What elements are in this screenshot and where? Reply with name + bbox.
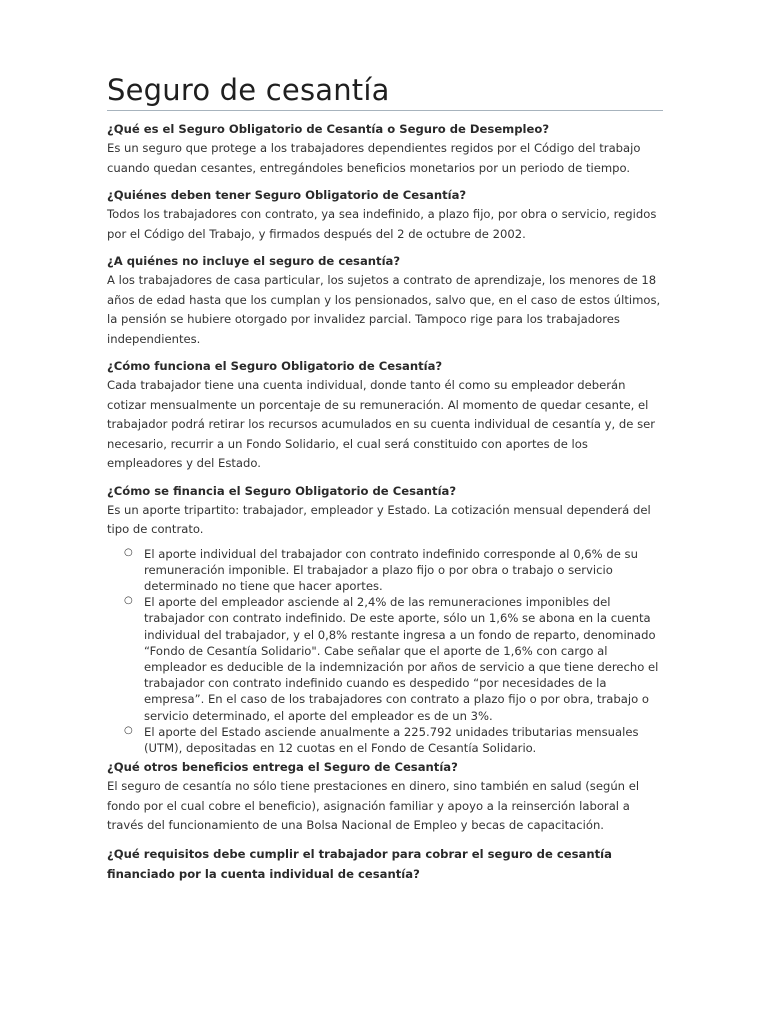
- list-item: [124, 724, 663, 756]
- circle-bullet-icon: ○: [124, 546, 133, 558]
- section-answer: Cada trabajador tiene una cuenta individual, donde tanto él como su empleador deberán cotizar mensualmente un porcentaje de su remuneración. Al momento de quedar cesante, el trabajador podrá retirar los recursos acumulados en su cuenta individual de cesantía y, de ser necesario, recurrir a un Fondo Solidario, el cual será constituido con aportes de los empleadores y del Estado.: [107, 378, 656, 470]
- list-item-text: El aporte individual del trabajador con contrato indefinido corresponde al 0,6% de su remuneración imponible. El trabajador a plazo fijo o por obra o trabajo o servicio determinado no tiene que hacer aportes.: [144, 546, 638, 593]
- list-item: [124, 594, 663, 724]
- section-question: ¿Quiénes deben tener Seguro Obligatorio de Cesantía?: [107, 188, 467, 202]
- section-como-funciona: [107, 357, 663, 474]
- list-item-text: El aporte del Estado asciende anualmente a 225.792 unidades tributarias mensuales (UTM), depositadas en 12 cuotas en el Fondo de Cesantía Solidario.: [144, 724, 639, 755]
- section-otros-beneficios: [107, 758, 663, 836]
- section-answer: Es un seguro que protege a los trabajadores dependientes regidos por el Código del trabajo cuando quedan cesantes, entregándoles beneficios monetarios por un periodo de tiempo.: [107, 141, 641, 175]
- section-quienes: [107, 186, 663, 244]
- section-requisitos: [107, 844, 663, 884]
- section-question: ¿Qué es el Seguro Obligatorio de Cesantía o Seguro de Desempleo?: [107, 122, 550, 136]
- section-question: ¿Qué otros beneficios entrega el Seguro de Cesantía?: [107, 760, 458, 775]
- page-title: Seguro de cesantía: [107, 72, 663, 111]
- contribution-list: [107, 546, 663, 757]
- circle-bullet-icon: ○: [124, 724, 133, 736]
- section-financia: [107, 482, 663, 757]
- section-que-es: [107, 120, 663, 178]
- section-question: ¿A quiénes no incluye el seguro de cesantía?: [107, 254, 401, 268]
- section-question: ¿Cómo se financia el Seguro Obligatorio de Cesantía?: [107, 483, 457, 498]
- document-page: [107, 72, 663, 884]
- list-item: [124, 546, 663, 595]
- circle-bullet-icon: ○: [124, 595, 133, 607]
- section-question: ¿Cómo funciona el Seguro Obligatorio de Cesantía?: [107, 359, 443, 373]
- section-question: ¿Qué requisitos debe cumplir el trabajador para cobrar el seguro de cesantía financiado por la cuenta individual de cesantía?: [107, 846, 612, 881]
- section-answer: Todos los trabajadores con contrato, ya sea indefinido, a plazo fijo, por obra o servicio, regidos por el Código del Trabajo, y firmados después del 2 de octubre de 2002.: [107, 207, 657, 241]
- section-answer: A los trabajadores de casa particular, los sujetos a contrato de aprendizaje, los menores de 18 años de edad hasta que los cumplan y los pensionados, salvo que, en el caso de estos últimos, la pensión se hubiere otorgado por invalidez parcial. Tampoco rige para los trabajadores independientes.: [107, 273, 661, 346]
- section-answer: El seguro de cesantía no sólo tiene prestaciones en dinero, sino también en salud (según el fondo por el cual cobre el beneficio), asignación familiar y apoyo a la reinserción laboral a través del funcionamiento de una Bolsa Nacional de Empleo y becas de capacitación.: [107, 779, 640, 833]
- section-no-incluye: [107, 252, 663, 349]
- list-item-text: El aporte del empleador asciende al 2,4% de las remuneraciones imponibles del trabajador con contrato indefinido. De este aporte, sólo un 1,6% se abona en la cuenta individual del trabajador, y el 0,8% restante ingresa a un fondo de reparto, denominado “Fondo de Cesantía Solidario". Cabe señalar que el aporte de 1,6% con cargo al empleador es deducible de la indemnización por años de servicio a que tiene derecho el trabajador con contrato indefinido cuando es despedido “por necesidades de la empresa”. En el caso de los trabajadores con contrato a plazo fijo o por obra, trabajo o servicio determinado, el aporte del empleador es de un 3%.: [144, 595, 659, 723]
- section-answer: Es un aporte tripartito: trabajador, empleador y Estado. La cotización mensual dependerá del tipo de contrato.: [107, 502, 651, 536]
